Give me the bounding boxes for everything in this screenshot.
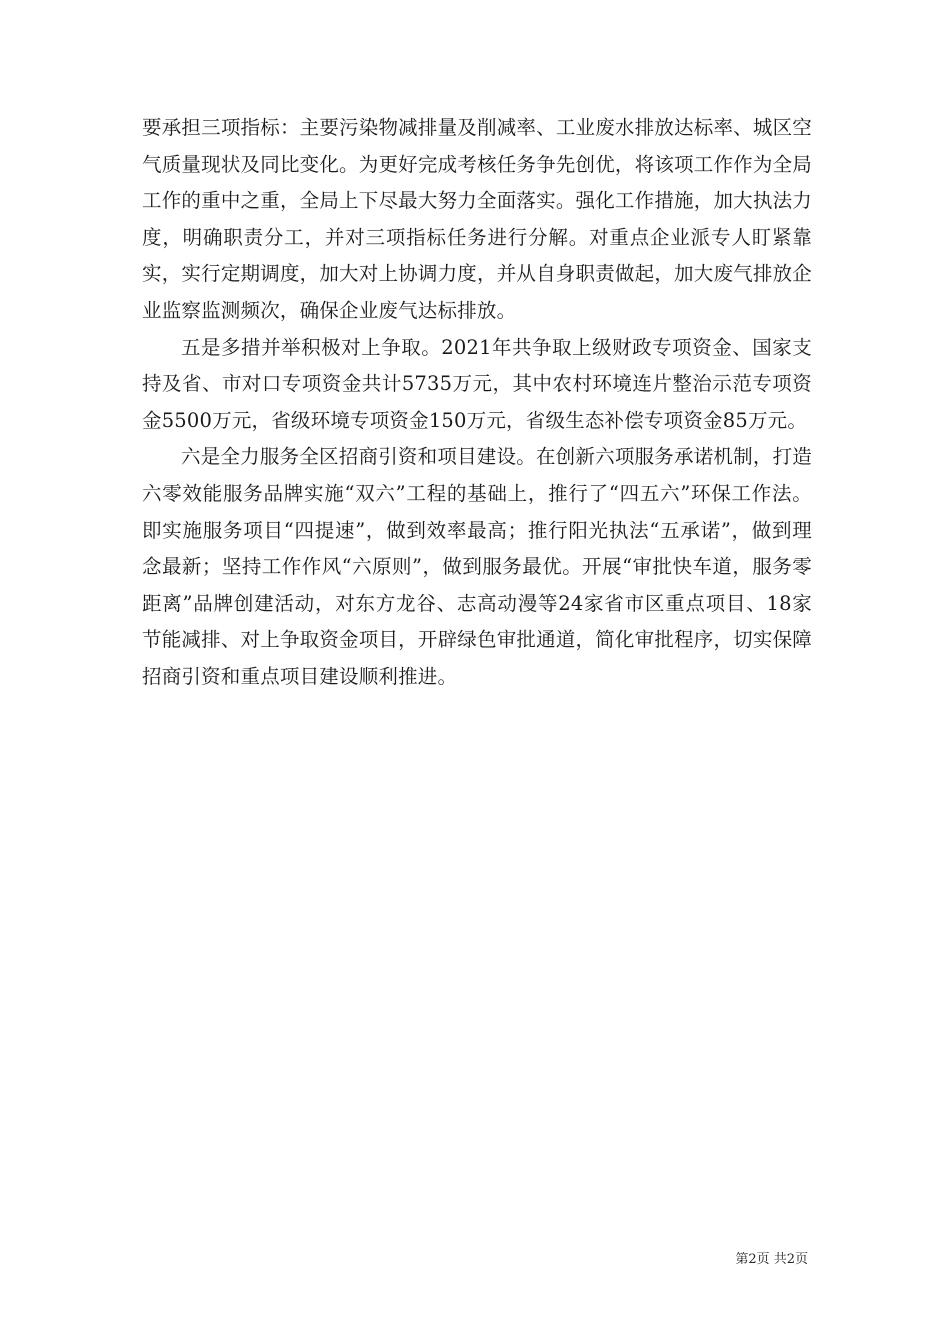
paragraph-item-six: 六是全力服务全区招商引资和项目建设。在创新六项服务承诺机制，打造六零效能服务品牌实施“双六”工程的基础上，推行了“四五六”环保工作法。即实施服务项目“四提速”，做到效率最高；推行阳光执法“五承诺”，做到理念最新；坚持工作作风“六原则”，做到服务最优。开展“审批快车道，服务零距离”品牌创建活动，对东方龙谷、志高动漫等24家省市区重点项目、18家节能减排、对上争取资金项目，开辟绿色审批通道，简化审批程序，切实保障招商引资和重点项目建设顺利推进。 (142, 445, 812, 688)
paragraph-item-five: 五是多措并举积极对上争取。2021年共争取上级财政专项资金、国家支持及省、市对口专项资金共计5735万元，其中农村环境连片整治示范专项资金5500万元，省级环境专项资金150万元，省级生态补偿专项资金85万元。 (142, 335, 812, 432)
paragraph-continuation: 要承担三项指标：主要污染物减排量及削减率、工业废水排放达标率、城区空气质量现状及同比变化。为更好完成考核任务争先创优，将该项工作作为全局工作的重中之重，全局上下尽最大努力全面落实。强化工作措施，加大执法力度，明确职责分工，并对三项指标任务进行分解。对重点企业派专人盯紧靠实，实行定期调度，加大对上协调力度，并从自身职责做起，加大废气排放企业监察监测频次，确保企业废气达标排放。 (142, 116, 812, 322)
page-number-footer: 第2页 共2页 (735, 1252, 808, 1267)
document-body (142, 110, 812, 696)
